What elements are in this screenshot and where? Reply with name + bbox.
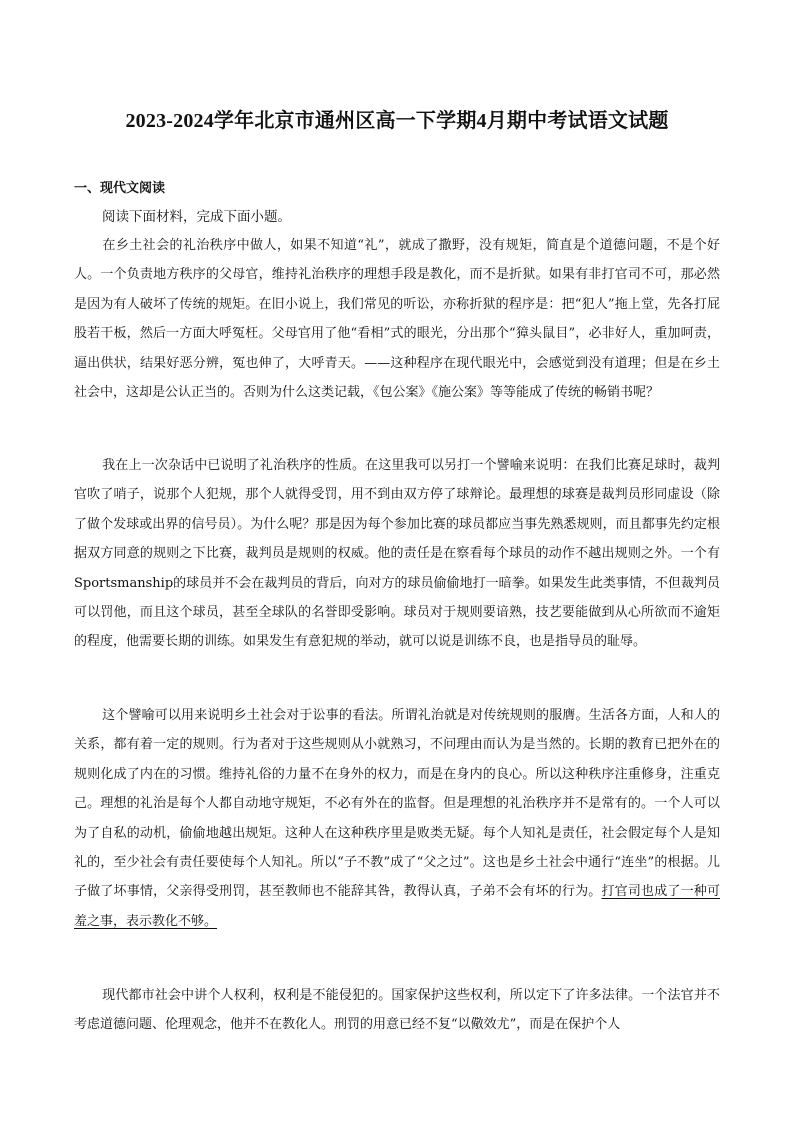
document-title: 2023-2024学年北京市通州区高一下学期4月期中考试语文试题 (125, 110, 669, 132)
reading-instruction: 阅读下面材料，完成下面小题。 (102, 209, 291, 225)
paragraph-1-text: 在乡土社会的礼治秩序中做人，如果不知道“礼”，就成了撒野，没有规矩，简直是个道德问题，不是个好人。一个负责地方秩序的父母官，维持礼治秩序的理想手段是教化，而不是折狱。如果有非打官司不可，那必然是因为有人破坏了传统的规矩。在旧小说上，我们常见的听讼，亦称折狱的程序是：把“犯人”拖上堂，先各打屁股若干板，然后一方面大呼冤枉。父母官用了他“看相”式的眼光，分出那个“獐头鼠目”，必非好人，重加呵责，逼出供状，结果好恶分辨，冤也伸了，大呼青天。——这种程序在现代眼光中，会感觉到没有道理；但是在乡土社会中，这却是公认正当的。否则为什么这类记载，《包公案》《施公案》等等能成了传统的畅销书呢？ (74, 238, 720, 401)
paragraph-4-text: 现代都市社会中讲个人权利，权利是不能侵犯的。国家保护这些权利，所以定下了许多法律。一个法官并不考虑道德问题、伦理观念，他并不在教化人。刑罚的用意已经不复“以儆效尤”，而是在保护个人 (74, 988, 720, 1033)
paragraph-2 (74, 451, 720, 657)
paragraph-2-text: 我在上一次杂话中已说明了礼治秩序的性质。在这里我可以另打一个譬喻来说明：在我们比赛足球时，裁判官吹了哨子，说那个人犯规，那个人就得受罚，用不到由双方停了球辩论。最理想的球赛是裁判员形同虚设（除了做个发球或出界的信号员）。为什么呢？那是因为每个参加比赛的球员都应当事先熟悉规则，而且都事先约定根据双方同意的规则之下比赛，裁判员是规则的权威。他的责任是在察看每个球员的动作不越出规则之外。一个有Sportsmanship的球员并不会在裁判员的背后，向对方的球员偷偷地打一暗拳。如果发生此类事情，不但裁判员可以罚他，而且这个球员，甚至全球队的名誉即受影响。球员对于规则要谙熟，技艺要能做到从心所欲而不逾矩的程度，他需要长期的训练。如果发生有意犯规的举动，就可以说是训练不良，也是指导员的耻辱。 (74, 458, 720, 650)
paragraph-3-text: 这个譬喻可以用来说明乡土社会对于讼事的看法。所谓礼治就是对传统规则的服膺。生活各方面，人和人的关系，都有着一定的规则。行为者对于这些规则从小就熟习，不问理由而认为是当然的。长期的教育已把外在的规则化成了内在的习惯。维持礼俗的力量不在身外的权力，而是在身内的良心。所以这种秩序注重修身，注重克己。理想的礼治是每个人都自动地守规矩，不必有外在的监督。但是理想的礼治秩序并不是常有的。一个人可以为了自私的动机，偷偷地越出规矩。这种人在这种秩序里是败类无疑。每个人知礼是责任，社会假定每个人是知礼的，至少社会有责任要使每个人知礼。所以“子不教”成了“父之过”。这也是乡土社会中通行“连坐”的根据。儿子做了坏事情，父亲得受刑罚，甚至教师也不能辞其咎，教得认真，子弟不会有坏的行为。 (74, 708, 720, 900)
section-heading: 一、现代文阅读 (74, 181, 166, 196)
paragraph-4 (74, 981, 720, 1040)
paragraph-1 (74, 231, 720, 407)
underlined-sentence: 打官司也成了一种可羞之事，表示教化不够。 (74, 884, 720, 929)
paragraph-3 (74, 701, 720, 936)
